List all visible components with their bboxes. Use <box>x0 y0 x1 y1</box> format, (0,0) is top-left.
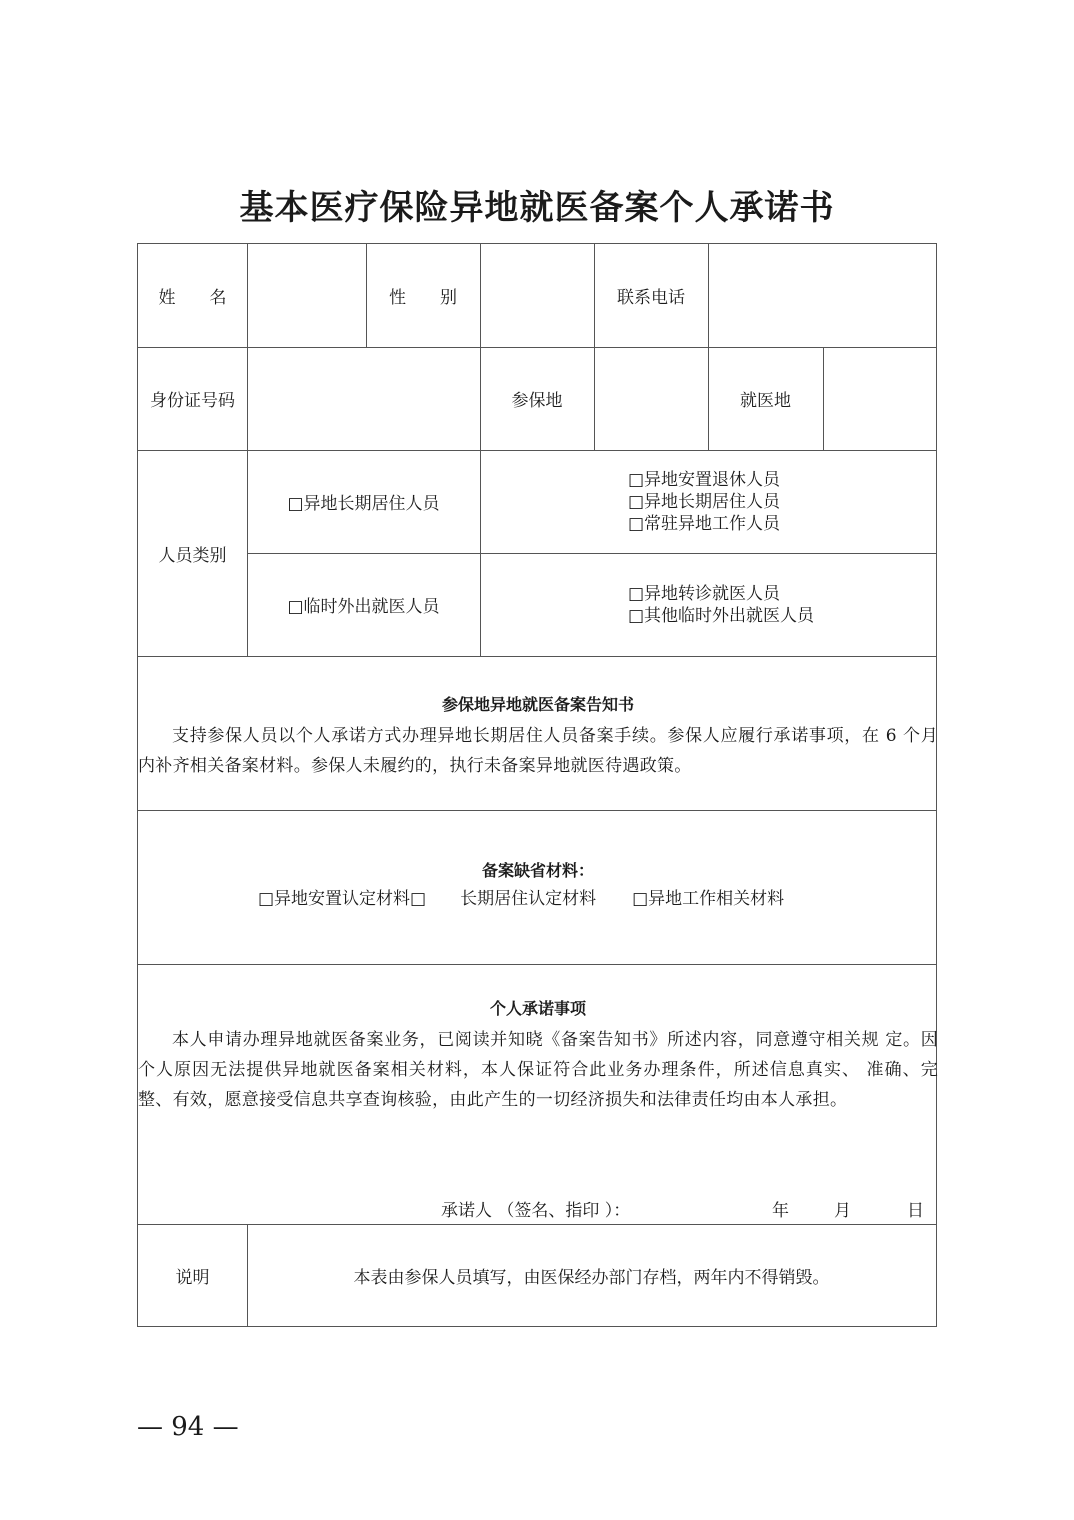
notice-title: 参保地异地就医备案告知书 <box>441 695 634 714</box>
resettlement-material-checkbox[interactable]: □异地安置认定材料□ <box>258 889 427 909</box>
month-label: 月 <box>834 1201 851 1221</box>
notice-body: 支持参保人员以个人承诺方式办理异地长期居住人员备案手续。参保人应履行承诺事项，在 6 个月内补齐相关备案材料。参保人未履约的，执行未备案异地就医待遇政策。 <box>138 726 938 776</box>
commitment-title: 个人承诺事项 <box>489 999 586 1018</box>
commitment-body: 本人申请办理异地就医备案业务，已阅读并知晓《备案告知书》所述内容，同意遵守相关规 定。因个人原因无法提供异地就医备案相关材料，本人保证符合此业务办理条件，所述信息真实、 准确、完整、有效，愿意接受信息共享查询核验，由此产生的一切经济损失和法律责任均由本人承担。 <box>138 1030 938 1110</box>
signer-label: 承诺人 （签名、指印 ）： <box>441 1201 631 1221</box>
year-label: 年 <box>772 1201 789 1221</box>
retired-resettled-checkbox[interactable]: □异地安置退休人员 <box>628 469 781 490</box>
temporary-checkbox[interactable]: □临时外出就医人员 <box>287 597 440 617</box>
materials-options <box>258 884 784 909</box>
long-term-material-label[interactable]: 长期居住认定材料 <box>460 889 597 909</box>
document-title: 基本医疗保险异地就医备案个人承诺书 <box>239 188 835 228</box>
id-number-input[interactable] <box>247 347 480 450</box>
long-term-checkbox[interactable]: □异地长期居住人员 <box>287 494 440 514</box>
long-term-resident-checkbox[interactable]: □异地长期居住人员 <box>628 491 781 512</box>
row-divider <box>138 810 936 811</box>
temporary-options <box>628 553 814 656</box>
medical-place-input[interactable] <box>823 347 936 450</box>
phone-label: 联系电话 <box>617 288 685 308</box>
stationed-worker-checkbox[interactable]: □常驻异地工作人员 <box>628 513 781 534</box>
day-label: 日 <box>907 1201 924 1221</box>
phone-input[interactable] <box>708 244 936 347</box>
name-input[interactable] <box>247 244 366 347</box>
row-divider <box>138 964 936 965</box>
insured-place-input[interactable] <box>594 347 708 450</box>
gender-label: 性 别 <box>389 288 457 308</box>
row-divider <box>138 656 936 657</box>
gender-input[interactable] <box>480 244 594 347</box>
referral-checkbox[interactable]: □异地转诊就医人员 <box>628 583 781 604</box>
id-number-label: 身份证号码 <box>150 391 235 411</box>
commitment-form <box>137 243 937 1327</box>
col-divider <box>480 450 481 656</box>
category-label: 人员类别 <box>158 545 227 566</box>
page-number: — 94 — <box>137 1412 239 1442</box>
remark-label: 说明 <box>175 1268 210 1288</box>
materials-title: 备案缺省材料： <box>481 861 594 880</box>
medical-place-label: 就医地 <box>740 391 791 411</box>
work-material-checkbox[interactable]: □异地工作相关材料 <box>632 889 785 909</box>
remark-text: 本表由参保人员填写，由医保经办部门存档，两年内不得销毁。 <box>353 1268 830 1288</box>
long-term-options <box>628 450 780 553</box>
other-temporary-checkbox[interactable]: □其他临时外出就医人员 <box>628 605 815 626</box>
insured-place-label: 参保地 <box>511 391 563 411</box>
name-label: 姓 名 <box>158 288 227 308</box>
